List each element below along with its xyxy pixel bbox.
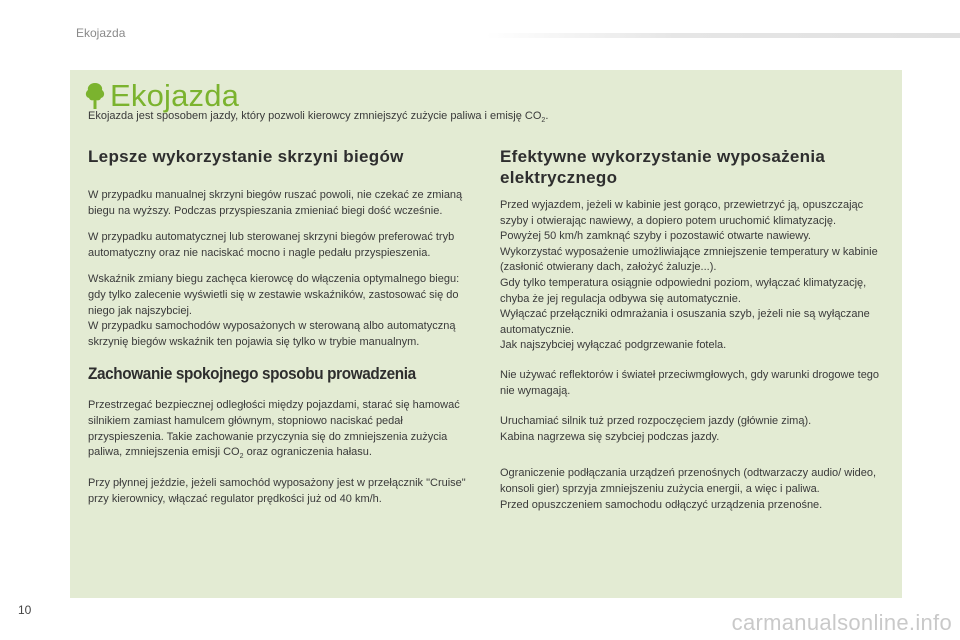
- intro-text: Ekojazda jest sposobem jazdy, który pozwoli kierowcy zmniejszyć zużycie paliwa i emisję $CO_2$.: [88, 110, 549, 125]
- left-column: [88, 146, 472, 507]
- paragraph-cruise-control: Przy płynnej jeździe, jeżeli samochód wyposażony jest w przełącznik "Cruise" przy kierownicy, włączać regulator prędkości już od 40 km/h.: [88, 476, 466, 505]
- heading-electrical-equipment: Efektywne wykorzystanie wyposażenia elektrycznego: [500, 147, 826, 187]
- paragraph-automatic-gearbox: W przypadku automatycznej lub sterowanej skrzyni biegów preferować tryb automatyczny oraz nie naciskać mocno i nagle pedału przyspieszenia.: [88, 231, 455, 259]
- title-row: [84, 78, 239, 114]
- header-rule: [486, 33, 960, 38]
- paragraph-engine-start: Uruchamiać silnik tuż przed rozpoczęciem jazdy (głównie zimą). Kabina nagrzewa się szybciej podczas jazdy.: [500, 415, 812, 443]
- paragraph-manual-gearbox: W przypadku manualnej skrzyni biegów ruszać powoli, nie czekać ze zmianą biegu na wyższy. Podczas przyspieszania zmieniać biegi dość wcześnie.: [88, 189, 463, 217]
- paragraph-safe-distance: Przestrzegać bezpiecznej odległości między pojazdami, starać się hamować silnikiem zamiast hamulcem głównym, stopniowo naciskać pedał przyspieszenia. Takie zachowanie przyczynia się do zmniejszenia zużycia paliwa, zmniejszenia emisji $CO_2$ oraz ograniczenia hałasu.: [88, 399, 460, 461]
- right-column: [500, 146, 892, 513]
- page-title: Ekojazda: [110, 78, 240, 113]
- heading-calm-driving: Zachowanie spokojnego sposobu prowadzenia: [88, 364, 416, 384]
- paragraph-portable-devices: Ograniczenie podłączania urządzeń przenośnych (odtwarzaczy audio/ wideo, konsoli gier) sprzyja zmniejszeniu zużycia energii, a więc i paliwa. Przed opuszczeniem samochodu odłączyć urządzenia przenośne.: [500, 467, 877, 511]
- heading-gearbox: Lepsze wykorzystanie skrzyni biegów: [88, 147, 404, 166]
- paragraph-air-conditioning: Przed wyjazdem, jeżeli w kabinie jest gorąco, przewietrzyć ją, opuszczając szyby i otwierając nawiewy, a dopiero potem uruchomić klimatyzację. Powyżej 50 km/h zamknąć szyby i pozostawić otwarte nawiewy. Wykorzystać wyposażenie umożliwiające zmniejszenie temperatury w kabinie (zasłonić otwierany dach, założyć żaluzje...). Gdy tylko temperatura osiągnie odpowiedni poziom, wyłączać klimatyzację, chyba że jej regulacja odbywa się automatycznie. Wyłączać przełączniki odmrażania i osuszania szyb, jeżeli nie są wyłączane automatycznie. Jak najszybciej wyłączać podgrzewanie fotela.: [500, 199, 878, 352]
- section-label: Ekojazda: [76, 26, 126, 40]
- watermark: carmanualsonline.info: [731, 610, 952, 635]
- page-number: 10: [18, 603, 32, 617]
- ecodriving-panel: [70, 70, 902, 598]
- paragraph-gear-indicator: Wskaźnik zmiany biegu zachęca kierowcę do włączenia optymalnego biegu: gdy tylko zalecenie wyświetli się w zestawie wskaźników, zastosować się do niego jak najszybciej. W przypadku samochodów wyposażonych w sterowaną albo automatyczną skrzynię biegów wskaźnik ten pojawia się tylko w trybie manualnym.: [88, 273, 460, 348]
- tree-icon: [84, 82, 106, 110]
- paragraph-headlights: Nie używać reflektorów i świateł przeciwmgłowych, gdy warunki drogowe tego nie wymagają.: [500, 368, 880, 397]
